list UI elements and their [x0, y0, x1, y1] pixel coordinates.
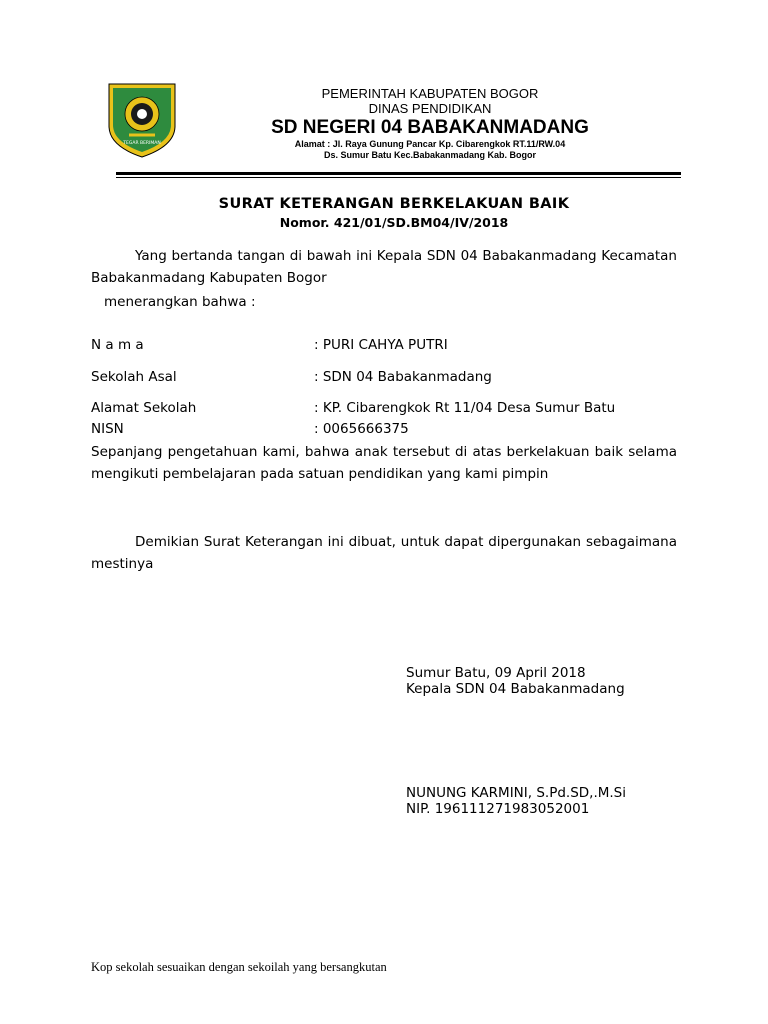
signer-name: NUNUNG KARMINI, S.Pd.SD,.M.Si — [406, 785, 627, 801]
agency-name: DINAS PENDIDIKAN — [368, 101, 492, 116]
school-address-line1: Alamat : Jl. Raya Gunung Pancar Kp. Cibarengkok RT.11/RW.04 — [294, 139, 566, 149]
field-value-address: : KP. Cibarengkok Rt 11/04 Desa Sumur Batu — [314, 400, 616, 416]
field-label-nisn: NISN — [91, 421, 124, 437]
school-address-line2: Ds. Sumur Batu Kec.Babakanmadang Kab. Bogor — [323, 150, 537, 160]
regency-logo — [103, 80, 181, 160]
place-date: Sumur Batu, 09 April 2018 — [406, 665, 586, 681]
statement-paragraph: Sepanjang pengetahuan kami, bahwa anak tersebut di atas berkelakuan baik selama mengikuti pembelajaran pada satuan pendidikan yang kami pimpin — [91, 444, 677, 482]
field-value-nisn: : 0065666375 — [314, 421, 409, 437]
school-name: SD NEGERI 04 BABAKANMADANG — [271, 117, 589, 138]
signer-position: Kepala SDN 04 Babakanmadang — [406, 681, 625, 697]
signer-nip: NIP. 196111271983052001 — [406, 801, 590, 817]
field-label-address: Alamat Sekolah — [91, 400, 197, 416]
footnote: Kop sekolah sesuaikan dengan sekoilah yang bersangkutan — [91, 960, 387, 974]
letterhead-rule-thin — [116, 177, 681, 178]
logo-motto: TEGAR BERIMAN — [123, 141, 161, 146]
intro-paragraph: Yang bertanda tangan di bawah ini Kepala SDN 04 Babakanmadang Kecamatan Babakanmadang Kabupaten Bogor — [91, 248, 677, 286]
menerangkan-text: menerangkan bahwa : — [104, 294, 256, 310]
field-label-school: Sekolah Asal — [91, 369, 177, 385]
field-label-name: N a m a — [91, 337, 144, 353]
field-value-name: : PURI CAHYA PUTRI — [314, 337, 448, 353]
field-value-school: : SDN 04 Babakanmadang — [314, 369, 492, 385]
government-name: PEMERINTAH KABUPATEN BOGOR — [321, 86, 539, 101]
letterhead-rule-thick — [116, 172, 681, 175]
closing-paragraph: Demikian Surat Keterangan ini dibuat, untuk dapat dipergunakan sebagaimana mestinya — [91, 534, 677, 572]
document-title: SURAT KETERANGAN BERKELAKUAN BAIK — [218, 196, 570, 212]
document-number: Nomor. 421/01/SD.BM04/IV/2018 — [279, 215, 509, 230]
